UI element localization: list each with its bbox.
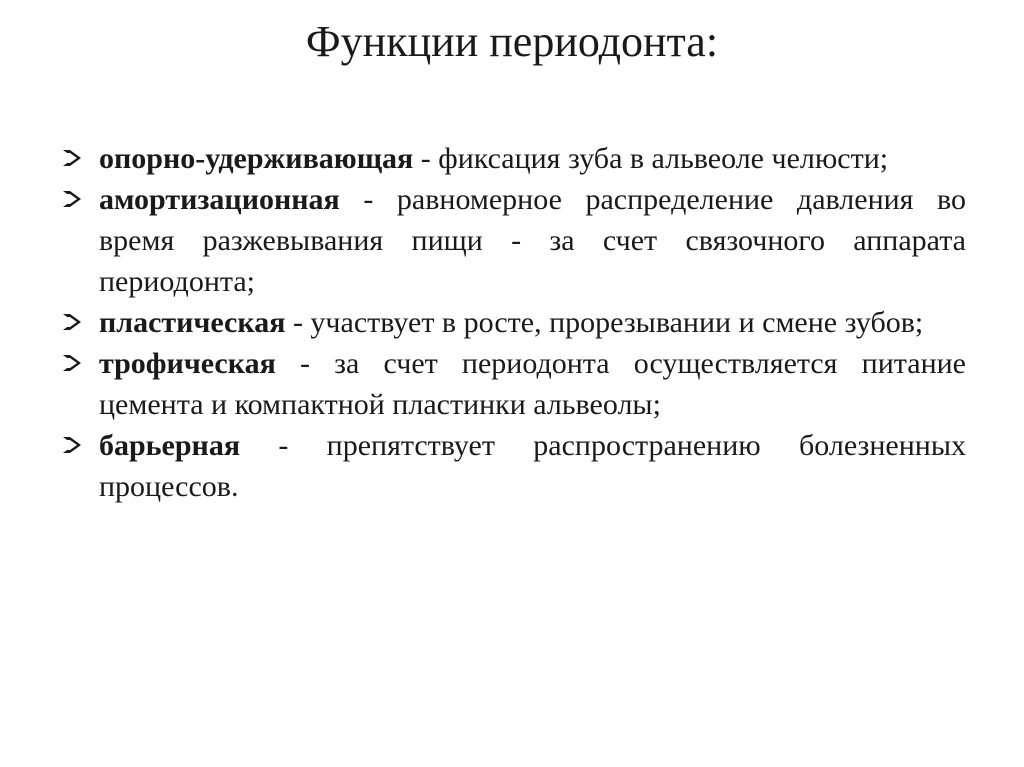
function-term: барьерная	[99, 429, 241, 462]
function-description: - фиксация зуба в альвеоле челюсти;	[413, 142, 889, 175]
arrow-bullet-icon	[62, 311, 84, 333]
function-description: - за счет периодонта осуществляется питание цемента и компактной пластинки альвеолы;	[99, 347, 966, 421]
slide-title: Функции периодонта:	[305, 17, 719, 66]
arrow-bullet-icon	[62, 147, 84, 169]
list-item	[62, 425, 966, 507]
list-item	[62, 179, 966, 302]
list-item	[62, 302, 966, 343]
list-item	[62, 343, 966, 425]
function-description: - участвует в росте, прорезывании и смене зубов;	[285, 306, 924, 339]
function-term: трофическая	[99, 347, 276, 380]
function-term: пластическая	[99, 306, 286, 339]
list-item	[62, 138, 966, 179]
function-description: - равномерное распределение давления во время разжевывания пищи - за счет связочного аппарата периодонта;	[99, 183, 966, 298]
function-term: опорно-удерживающая	[99, 142, 414, 175]
arrow-bullet-icon	[62, 352, 84, 374]
arrow-bullet-icon	[62, 188, 84, 210]
function-description: - препятствует распространению болезненных процессов.	[99, 429, 966, 503]
arrow-bullet-icon	[62, 434, 84, 456]
function-term: амортизационная	[99, 183, 340, 216]
function-list	[62, 138, 966, 507]
